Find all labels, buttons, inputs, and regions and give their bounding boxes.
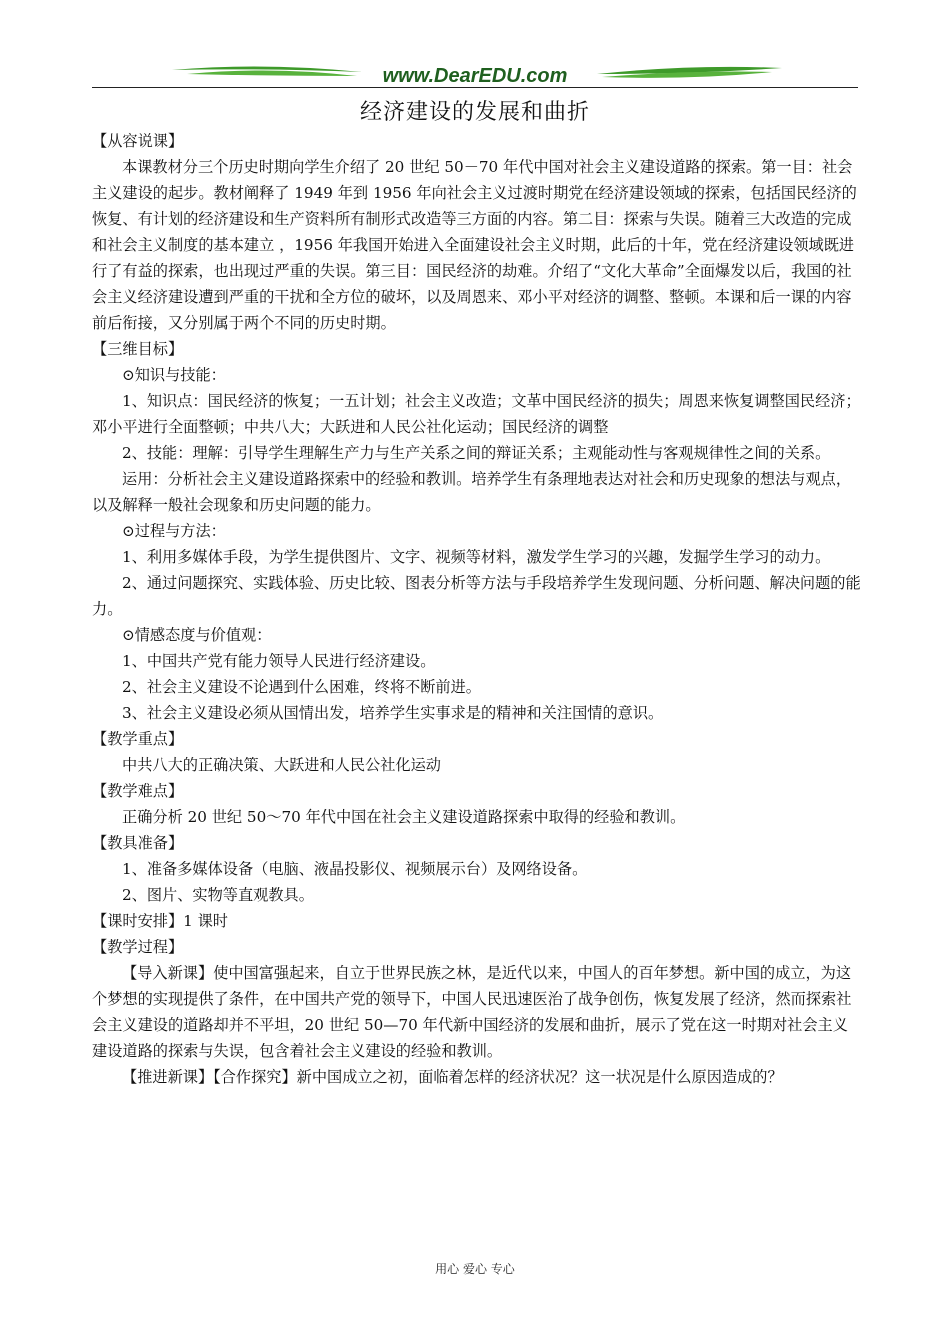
header-rule bbox=[92, 87, 858, 88]
paragraph: 1、准备多媒体设备（电脑、液晶投影仪、视频展示台）及网络设备。 bbox=[122, 860, 588, 878]
section-heading: 【教学难点】 bbox=[92, 782, 184, 800]
paragraph: 【推进新课】【合作探究】新中国成立之初，面临着怎样的经济状况？这一状况是什么原因造成的？ bbox=[122, 1068, 783, 1086]
document-title: 经济建设的发展和曲折 bbox=[359, 100, 590, 125]
site-logo-text: www.DearEDU.com bbox=[382, 65, 568, 87]
section-heading: 【课时安排】1 课时 bbox=[92, 912, 228, 930]
left-leaf-swoosh-2 bbox=[187, 70, 357, 76]
section-heading: 【教具准备】 bbox=[92, 834, 184, 852]
paragraph: 本课教材分三个历史时期向学生介绍了 20 世纪 50－70 年代中国对社会主义建设道路的探索。第一目：社会主义建设的起步。教材阐释了 1949 年到 1956 年向社会主义过渡时期党在经济建设领域的探索，包括国民经济的恢复、有计划的经济建设和生产资料所有制形式改造等三方面的内容。第二目：探索与失误。随着三大改造的完成和社会主义制度的基本建立 ，1956 年我国开始进入全面建设社会主义时期，此后的十年，党在经济建设领域既进行了有益的探索，也出现过严重的失误。第三目：国民经济的劫难。介绍了“文化大革命”全面爆发以后，我国的社会主义经济建设遭到严重的干扰和全方位的破坏，以及周恩来、邓小平对经济的调整、整顿。本课和后一课的内容前后衔接，又分别属于两个不同的历史时期。 bbox=[92, 158, 857, 332]
paragraph: ⊙过程与方法： bbox=[122, 522, 226, 540]
paragraph: 正确分析 20 世纪 50～70 年代中国在社会主义建设道路探索中取得的经验和教训。 bbox=[122, 808, 686, 826]
paragraph: ⊙情感态度与价值观： bbox=[122, 626, 272, 644]
paragraph: ⊙知识与技能： bbox=[122, 366, 226, 384]
paragraph: 3、社会主义建设必须从国情出发，培养学生实事求是的精神和关注国情的意识。 bbox=[122, 704, 664, 722]
paragraph: 2、社会主义建设不论遇到什么困难，终将不断前进。 bbox=[122, 678, 481, 696]
section-heading: 【教学重点】 bbox=[92, 730, 184, 748]
section-heading: 【从容说课】 bbox=[92, 132, 184, 150]
section-heading: 【三维目标】 bbox=[92, 340, 184, 358]
document-body bbox=[92, 128, 862, 1090]
paragraph: 1、知识点：国民经济的恢复；一五计划；社会主义改造；文革中国民经济的损失；周恩来恢复调整国民经济；邓小平进行全面整顿；中共八大；大跃进和人民公社化运动；国民经济的调整 bbox=[92, 392, 861, 436]
paragraph: 1、利用多媒体手段，为学生提供图片、文字、视频等材料，激发学生学习的兴趣，发掘学生学习的动力。 bbox=[122, 548, 831, 566]
paragraph: 2、通过问题探究、实践体验、历史比较、图表分析等方法与手段培养学生发现问题、分析问题、解决问题的能力。 bbox=[92, 574, 861, 618]
paragraph: 【导入新课】使中国富强起来，自立于世界民族之林，是近代以来，中国人的百年梦想。新中国的成立，为这个梦想的实现提供了条件，在中国共产党的领导下，中国人民迅速医治了战争创伤，恢复发展了经济，然而探索社会主义建设的道路却并不平坦，20 世纪 50—70 年代新中国经济的发展和曲折，展示了党在这一时期对社会主义建设道路的探索与失误，包含着社会主义建设的经验和教训。 bbox=[92, 964, 852, 1060]
paragraph: 运用：分析社会主义建设道路探索中的经验和教训。培养学生有条理地表达对社会和历史现象的想法与观点，以及解释一般社会现象和历史问题的能力。 bbox=[92, 470, 851, 514]
paragraph: 1、中国共产党有能力领导人民进行经济建设。 bbox=[122, 652, 436, 670]
paragraph: 中共八大的正确决策、大跃进和人民公社化运动 bbox=[122, 756, 441, 774]
paragraph: 2、图片、实物等直观教具。 bbox=[122, 886, 314, 904]
paragraph: 2、技能：理解：引导学生理解生产力与生产关系之间的辩证关系；主观能动性与客观规律性之间的关系。 bbox=[122, 444, 831, 462]
page-footer: 用心 爱心 专心 bbox=[435, 1262, 515, 1276]
section-heading: 【教学过程】 bbox=[92, 938, 184, 956]
